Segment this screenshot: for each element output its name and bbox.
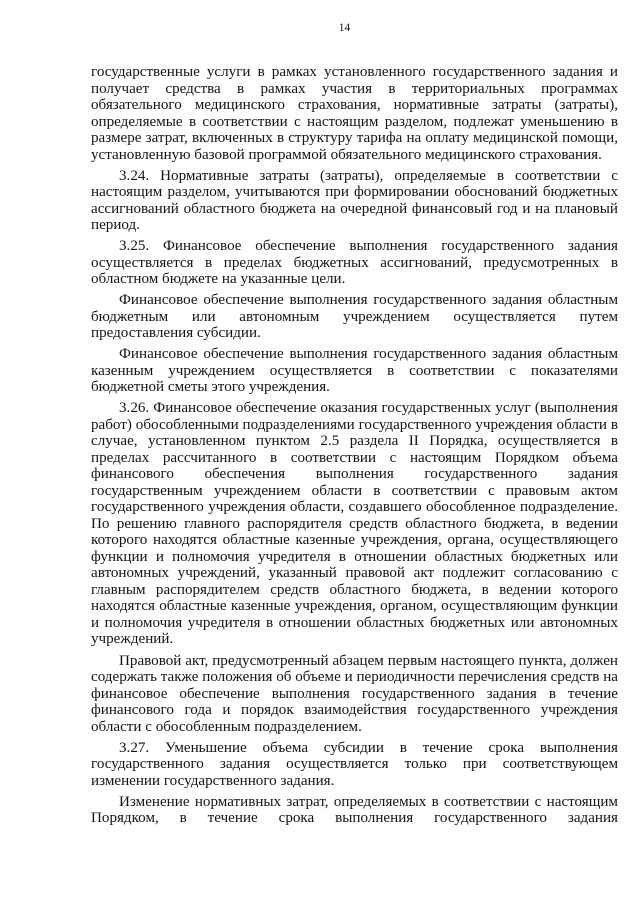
paragraph-legal-act: Правовой акт, предусмотренный абзацем первым настоящего пункта, должен содержать также положения об объеме и периодичности перечисления средств на финансовое обеспечение выполнения государственного задания в течение финансового года и порядок взаимодействия государственного учреждения области с обособленным подразделением. xyxy=(91,652,618,735)
paragraph-continuation: государственные услуги в рамках установленного государственного задания и получает средства в рамках участия в территориальных программах обязательного медицинского страхования, нормативные затраты (затраты), определяемые в соответствии с настоящим разделом, подлежат уменьшению в размере затрат, включенных в структуру тарифа на оплату медицинской помощи, установленную базовой программой обязательного медицинского страхования. xyxy=(91,64,618,163)
paragraph-3-27: 3.27. Уменьшение объема субсидии в течение срока выполнения государственного задания осуществляется только при соответствующем изменении государственного задания. xyxy=(91,739,618,789)
paragraph-normative-costs-change: Изменение нормативных затрат, определяемых в соответствии с настоящим Порядком, в течение срока выполнения государственного задания xyxy=(91,793,618,827)
paragraph-3-26: 3.26. Финансовое обеспечение оказания государственных услуг (выполнения работ) обособленными подразделениями государственного учреждения области в случае, установленном пунктом 2.5 раздела II Порядка, осуществляется в пределах рассчитанного в соответствии с настоящим Порядком объема финансового обеспечения выполнения государственного задания государственным учреждением области в соответствии с правовым актом государственного учреждения области, создавшего обособленное подразделение. По решению главного распорядителя средств областного бюджета, в ведении которого находятся областные казенные учреждения, органа, осуществляющего функции и полномочия учредителя в отношении областных бюджетных или автономных учреждений, указанный правовой акт подлежит согласованию с главным распорядителем средств областного бюджета, в ведении которого находятся областные казенные учреждения, органом, осуществляющим функции и полномочия учредителя в отношении областных бюджетных или автономных учреждений. xyxy=(91,400,618,648)
page-number: 14 xyxy=(338,22,351,34)
paragraph-3-25: 3.25. Финансовое обеспечение выполнения государственного задания осуществляется в пределах бюджетных ассигнований, предусмотренных в областном бюджете на указанные цели. xyxy=(91,238,618,288)
paragraph-budget-institution-financing: Финансовое обеспечение выполнения государственного задания областным бюджетным или автономным учреждением осуществляется путем предоставления субсидии. xyxy=(91,292,618,342)
paragraph-state-institution-financing: Финансовое обеспечение выполнения государственного задания областным казенным учреждением осуществляется в соответствии с показателями бюджетной сметы этого учреждения. xyxy=(91,346,618,396)
document-body xyxy=(91,64,618,827)
paragraph-3-24: 3.24. Нормативные затраты (затраты), определяемые в соответствии с настоящим разделом, учитываются при формировании обоснований бюджетных ассигнований областного бюджета на очередной финансовый год и на плановый период. xyxy=(91,167,618,234)
